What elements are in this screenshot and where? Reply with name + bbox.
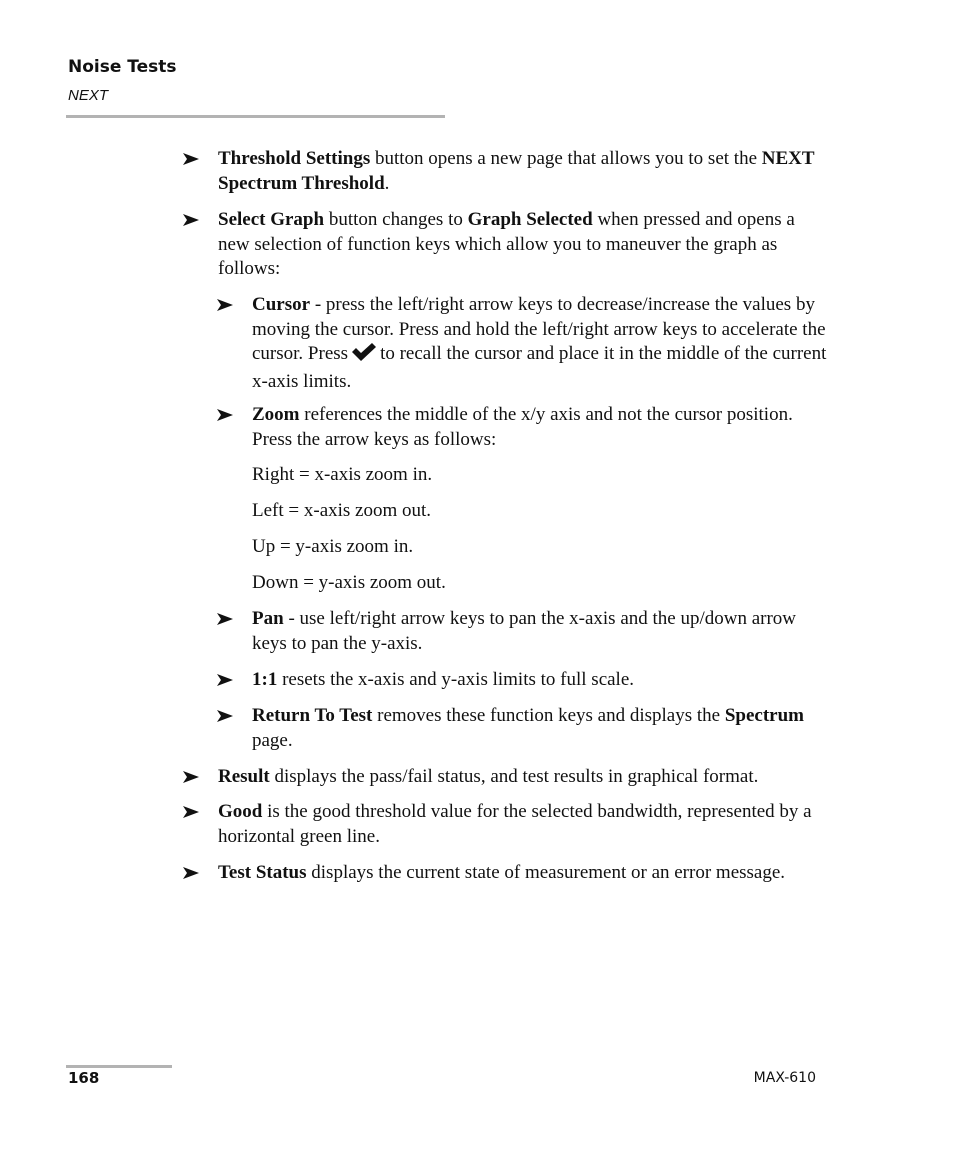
item-term: Threshold Settings bbox=[218, 148, 371, 169]
item-term: Good bbox=[218, 801, 263, 822]
section-title: Noise Tests bbox=[68, 57, 177, 77]
item-text-end: . bbox=[384, 172, 390, 194]
arrowhead-bullet-icon bbox=[216, 669, 234, 691]
arrowhead-bullet-icon bbox=[216, 705, 234, 727]
arrowhead-bullet-icon bbox=[182, 766, 200, 788]
arrowhead-bullet-icon bbox=[182, 801, 200, 823]
item-term: Test Status bbox=[218, 862, 307, 883]
item-text-end: page. bbox=[252, 729, 293, 751]
item-text: removes these function keys and displays the bbox=[372, 705, 725, 726]
list-item-good bbox=[218, 800, 828, 849]
zoom-line-left: Left = x-axis zoom out. bbox=[252, 500, 432, 521]
list-item-test-status bbox=[218, 861, 828, 886]
list-item-pan bbox=[252, 607, 828, 656]
item-term: 1:1 bbox=[252, 669, 278, 690]
list-item-threshold-settings bbox=[218, 147, 828, 196]
item-term: Return To Test bbox=[252, 705, 373, 726]
list-item-zoom bbox=[252, 403, 828, 452]
arrowhead-bullet-icon bbox=[216, 294, 234, 316]
arrowhead-bullet-icon bbox=[182, 862, 200, 884]
item-text: button opens a new page that allows you to set the bbox=[370, 148, 762, 169]
item-term: Pan bbox=[252, 608, 284, 629]
item-text: resets the x-axis and y-axis limits to full scale. bbox=[277, 669, 635, 690]
item-text-end: when pressed and opens a new selection of function keys which allow you to maneuver the graph as follows: bbox=[218, 209, 795, 279]
item-text: is the good threshold value for the selected bandwidth, represented by a horizontal green line. bbox=[218, 801, 812, 847]
item-term: Result bbox=[218, 766, 270, 787]
list-item-one-to-one bbox=[252, 668, 828, 693]
item-text: references the middle of the x/y axis and not the cursor position. Press the arrow keys as follows: bbox=[252, 404, 793, 450]
item-text-end: to recall the cursor and place it in the middle of the current x-axis limits. bbox=[252, 343, 827, 392]
zoom-line-right: Right = x-axis zoom in. bbox=[252, 464, 433, 485]
arrowhead-bullet-icon bbox=[216, 404, 234, 426]
item-term: Select Graph bbox=[218, 209, 325, 230]
item-text: displays the current state of measurement or an error message. bbox=[306, 862, 786, 883]
product-model: MAX-610 bbox=[753, 1070, 816, 1086]
item-term: Cursor bbox=[252, 294, 311, 315]
header-divider bbox=[66, 115, 445, 118]
item-term-secondary: Spectrum bbox=[724, 705, 805, 726]
item-text: - use left/right arrow keys to pan the x-axis and the up/down arrow keys to pan the y-axis. bbox=[252, 608, 797, 654]
list-item-select-graph bbox=[218, 208, 828, 282]
arrowhead-bullet-icon bbox=[182, 209, 200, 231]
item-term: Zoom bbox=[252, 404, 300, 425]
list-item-result bbox=[218, 765, 828, 790]
item-text: - press the left/right arrow keys to decrease/increase the values by moving the cursor. Press and hold the left/right arrow keys to accelerate the cursor. Press bbox=[252, 294, 826, 364]
page-number: 168 bbox=[68, 1069, 100, 1087]
item-text: displays the pass/fail status, and test results in graphical format. bbox=[269, 766, 759, 787]
footer-divider bbox=[66, 1065, 172, 1068]
item-text: button changes to bbox=[324, 209, 468, 230]
item-term-secondary: NEXT Spectrum Threshold bbox=[218, 148, 815, 194]
zoom-line-down: Down = y-axis zoom out. bbox=[252, 572, 446, 593]
section-subtitle: NEXT bbox=[68, 87, 109, 104]
list-item-return-to-test bbox=[252, 704, 828, 753]
list-item-cursor bbox=[252, 293, 828, 394]
zoom-line-up: Up = y-axis zoom in. bbox=[252, 536, 414, 557]
arrowhead-bullet-icon bbox=[216, 608, 234, 630]
item-term-secondary: Graph Selected bbox=[467, 209, 593, 230]
arrowhead-bullet-icon bbox=[182, 148, 200, 170]
checkmark-icon bbox=[351, 342, 377, 370]
